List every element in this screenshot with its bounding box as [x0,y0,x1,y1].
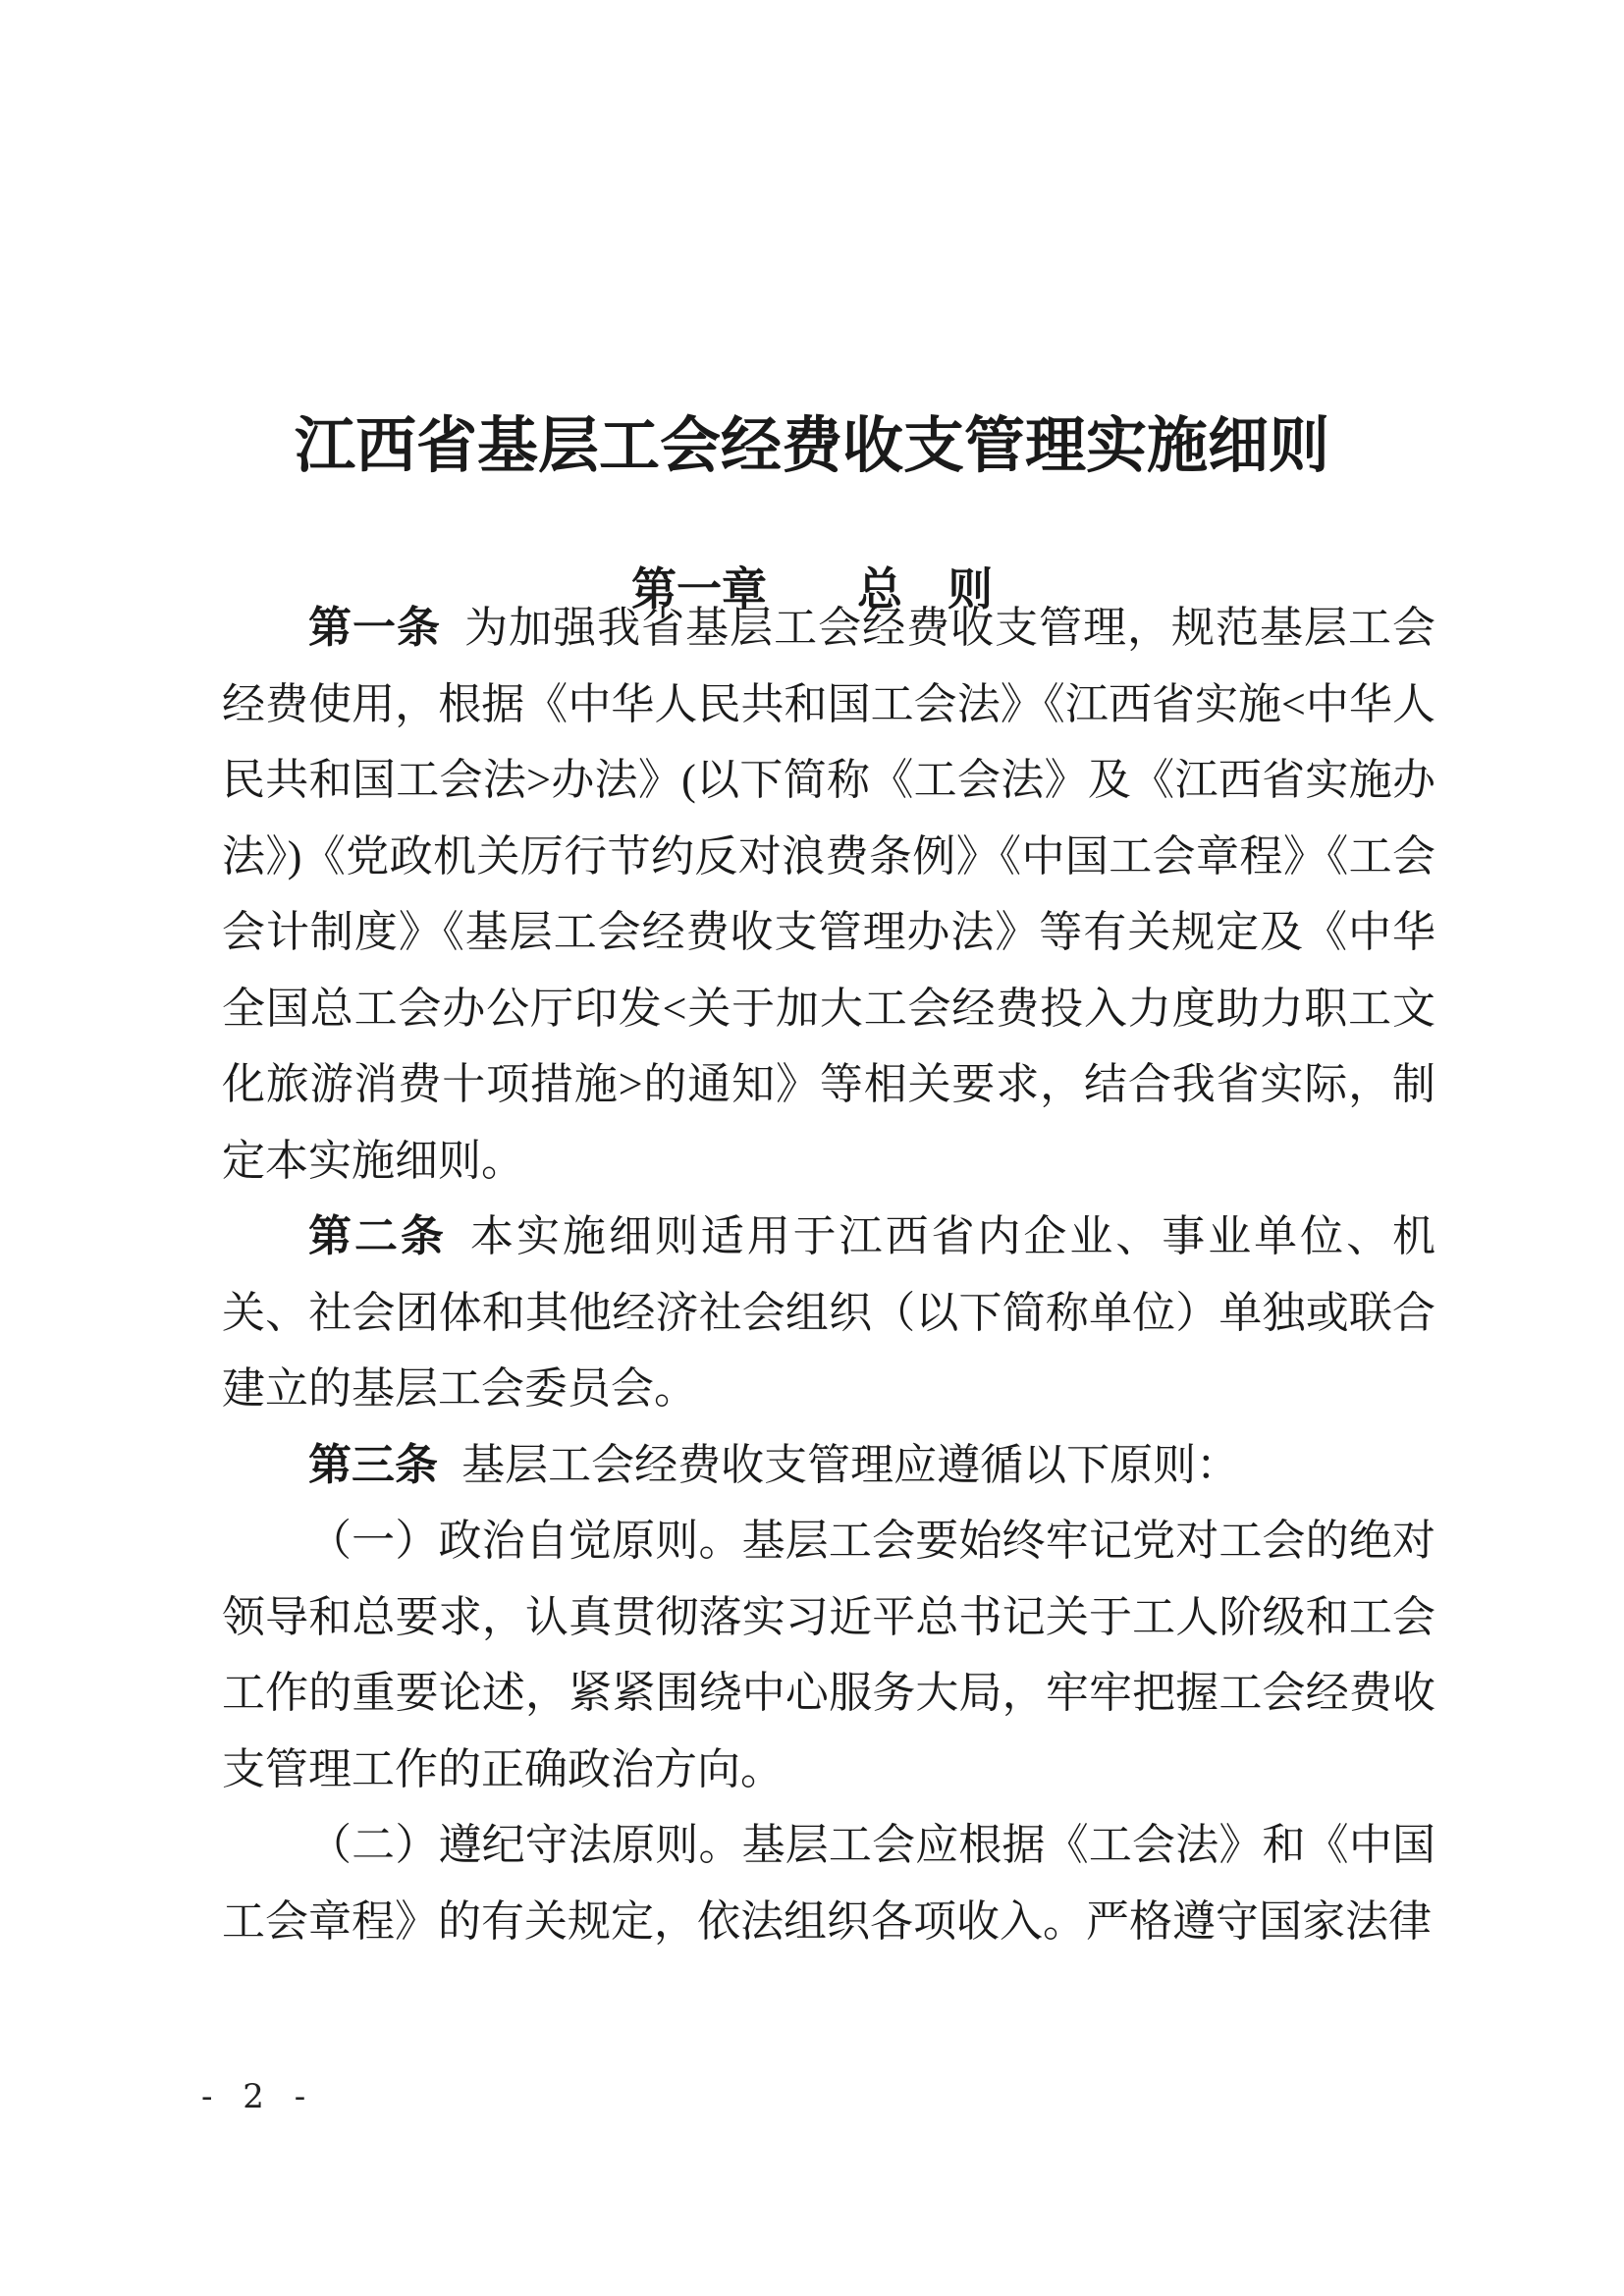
paragraph-text: 本实施细则适用于江西省内企业、事业单位、机关、社会团体和其他经济社会组织（以下简称单位）单独或联合建立的基层工会委员会。 [222,1212,1436,1413]
article-number: 第二条 [308,1212,447,1260]
paragraph-text: （二）遵纪守法原则。基层工会应根据《工会法》和《中国工会章程》的有关规定，依法组织各项收入。严格遵守国家法律 [222,1821,1435,1946]
paragraph-text: 为加强我省基层工会经费收支管理，规范基层工会经费使用，根据《中华人民共和国工会法》《江西省实施<中华人民共和国工会法>办法》(以下简称《工会法》及《江西省实施办法》)《党政机关厉行节约反对浪费条例》《中国工会章程》《工会会计制度》《基层工会经费收支管理办法》等有关规定及《中华全国总工会办公厅印发<关于加大工会经费投入力度助力职工文化旅游消费十项措施>的通知》等相关要求，结合我省实际，制定本实施细则。 [222,604,1436,1185]
paragraph [222,1503,1435,1807]
paragraph-text: （一）政治自觉原则。基层工会要始终牢记党对工会的绝对领导和总要求，认真贯彻落实习近平总书记关于工人阶级和工会工作的重要论述，紧紧围绕中心服务大局，牢牢把握工会经费收支管理工作的正确政治方向。 [222,1517,1435,1793]
page-title: 江西省基层工会经费收支管理实施细则 [294,411,1329,480]
document-body [222,590,1435,1959]
article-number: 第一条 [308,604,441,652]
article-number: 第三条 [308,1440,438,1489]
paragraph [222,590,1435,1199]
paragraph-text: 基层工会经费收支管理应遵循以下原则： [461,1440,1240,1489]
paragraph [222,1807,1435,1959]
chapter-heading: 第一章 总 则 [631,563,993,615]
paragraph [222,1199,1435,1427]
paragraph [222,1427,1435,1504]
page-number: - 2 - [201,2077,316,2116]
